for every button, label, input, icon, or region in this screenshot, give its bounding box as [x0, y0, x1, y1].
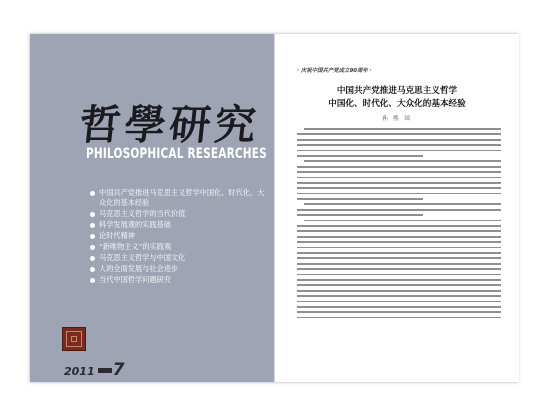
magazine-spread [30, 34, 518, 382]
bullet-icon [90, 256, 95, 261]
journal-cover [30, 34, 274, 382]
article-body-text [297, 128, 501, 322]
paragraph [297, 220, 501, 319]
issue-number: 7 [98, 360, 125, 380]
toc-item: 马克思主义哲学的当代价值 [90, 209, 270, 219]
bullet-icon [90, 234, 95, 239]
seal-icon [62, 327, 86, 351]
cover-title-english: PHILOSOPHICAL RESEARCHES [86, 146, 267, 163]
issue-year: 2011 [64, 365, 95, 378]
toc-item: 科学发展观的实践基础 [90, 220, 270, 230]
bullet-icon [90, 245, 95, 250]
toc-item: 中国共产党推进马克思主义哲学中国化、时代化、大众化的基本经验 [90, 188, 270, 208]
column-header: · 庆祝中国共产党成立90周年 · [297, 68, 372, 74]
article-title-line-1: 中国共产党推进马克思主义哲学 [336, 86, 458, 96]
bullet-icon [90, 212, 95, 217]
cover-title-chinese: 哲學研究 [77, 101, 263, 149]
toc-item: 当代中国哲学问题研究 [90, 275, 270, 285]
issue-label [64, 360, 124, 380]
cover-table-of-contents [90, 188, 270, 286]
paragraph [297, 160, 501, 200]
bullet-icon [90, 191, 95, 196]
article-title-line-2: 中国化、时代化、大众化的基本经验 [328, 99, 466, 109]
paragraph [297, 128, 501, 157]
article-first-page [274, 34, 519, 382]
toc-item: 马克思主义哲学与中国文化 [90, 253, 270, 263]
bullet-icon [90, 267, 95, 272]
bullet-icon [90, 278, 95, 283]
article-author: 孙 熙 国 [382, 116, 412, 122]
toc-item: 人的全面发展与社会进步 [90, 264, 270, 274]
bullet-icon [90, 223, 95, 228]
paragraph [297, 203, 501, 216]
toc-item: 论时代精神 [90, 231, 270, 241]
toc-item: “新唯物主义”的实践观 [90, 242, 270, 252]
